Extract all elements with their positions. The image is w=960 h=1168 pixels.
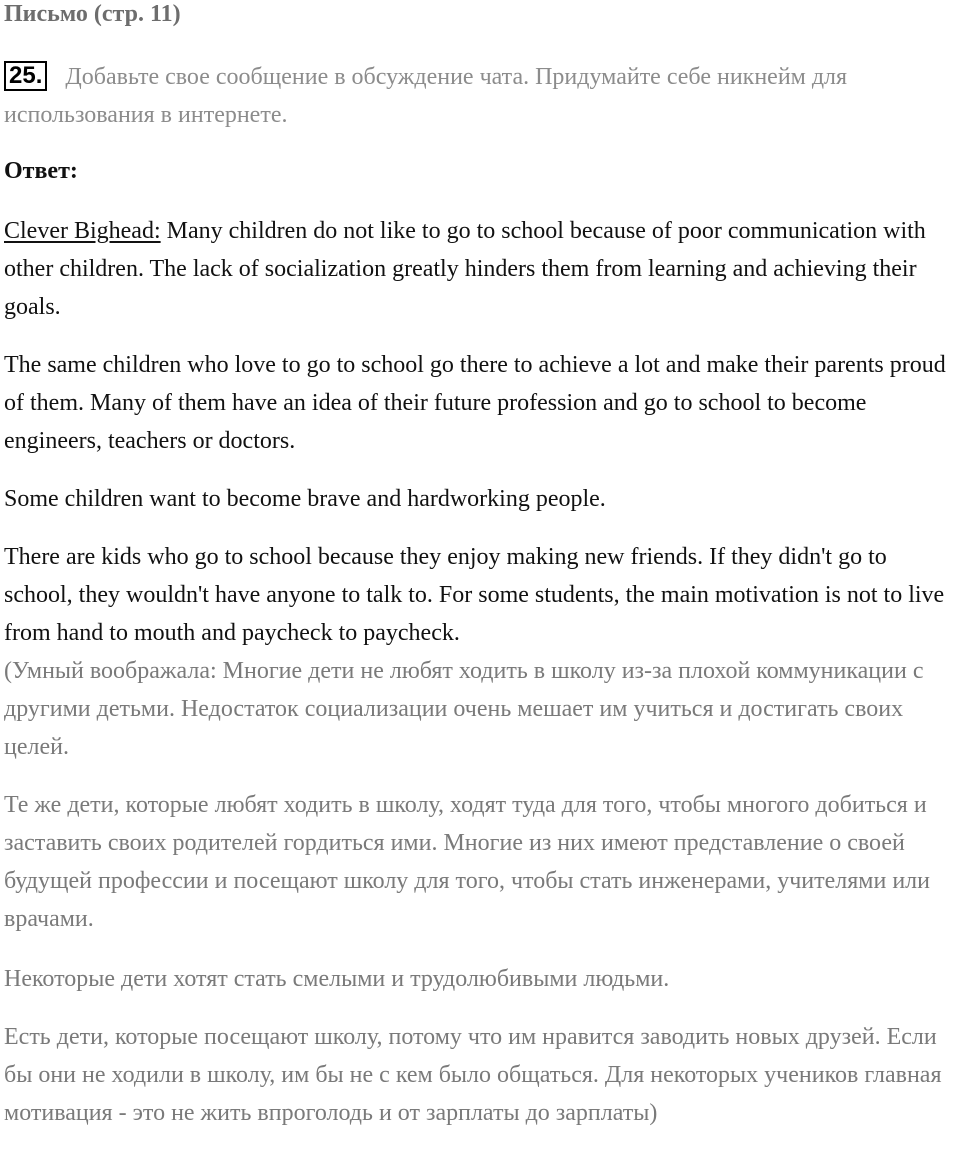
task-block (4, 58, 960, 134)
english-paragraph-4: There are kids who go to school because they enjoy making new friends. If they didn't go to school, they wouldn't have anyone to talk to. For some students, the main motivation is not to live from hand to mouth and paycheck to paycheck. (4, 544, 945, 646)
english-paragraph-1 (4, 212, 960, 326)
english-paragraph-3: Some children want to become brave and hardworking people. (4, 486, 606, 512)
english-paragraph-2: The same children who love to go to school go there to achieve a lot and make their parents proud of them. Many of them have an idea of their future profession and go to school to become engineers, teachers or doctors. (4, 352, 946, 454)
russian-paragraph-1: (Умный воображала: Многие дети не любят ходить в школу из-за плохой коммуникации с другими детьми. Недостаток социализации очень мешает им учиться и достигать своих целей. (4, 658, 924, 760)
section-heading: Письмо (стр. 11) (4, 1, 181, 27)
russian-paragraph-4: Есть дети, которые посещают школу, потому что им нравится заводить новых друзей. Если бы они не ходили в школу, им бы не с кем было общаться. Для некоторых учеников главная мотивация - это не жить впроголодь и от зарплаты до зарплаты) (4, 1024, 942, 1126)
task-instruction: Добавьте свое сообщение в обсуждение чата. Придумайте себе никнейм для использования в интернете. (4, 64, 848, 128)
chat-nickname: Clever Bighead: (4, 218, 161, 244)
answer-label: Ответ: (4, 158, 78, 184)
english-paragraph-1-text: Many children do not like to go to school because of poor communication with other children. The lack of socialization greatly hinders them from learning and achieving their goals. (4, 218, 926, 320)
russian-paragraph-3: Некоторые дети хотят стать смелыми и трудолюбивыми людьми. (4, 966, 670, 992)
russian-paragraph-2: Те же дети, которые любят ходить в школу, ходят туда для того, чтобы многого добиться и заставить своих родителей гордиться ими. Многие из них имеют представление о своей будущей профессии и посещают школу для того, чтобы стать инженерами, учителями или врачами. (4, 792, 930, 932)
task-number-badge: 25. (4, 61, 47, 91)
